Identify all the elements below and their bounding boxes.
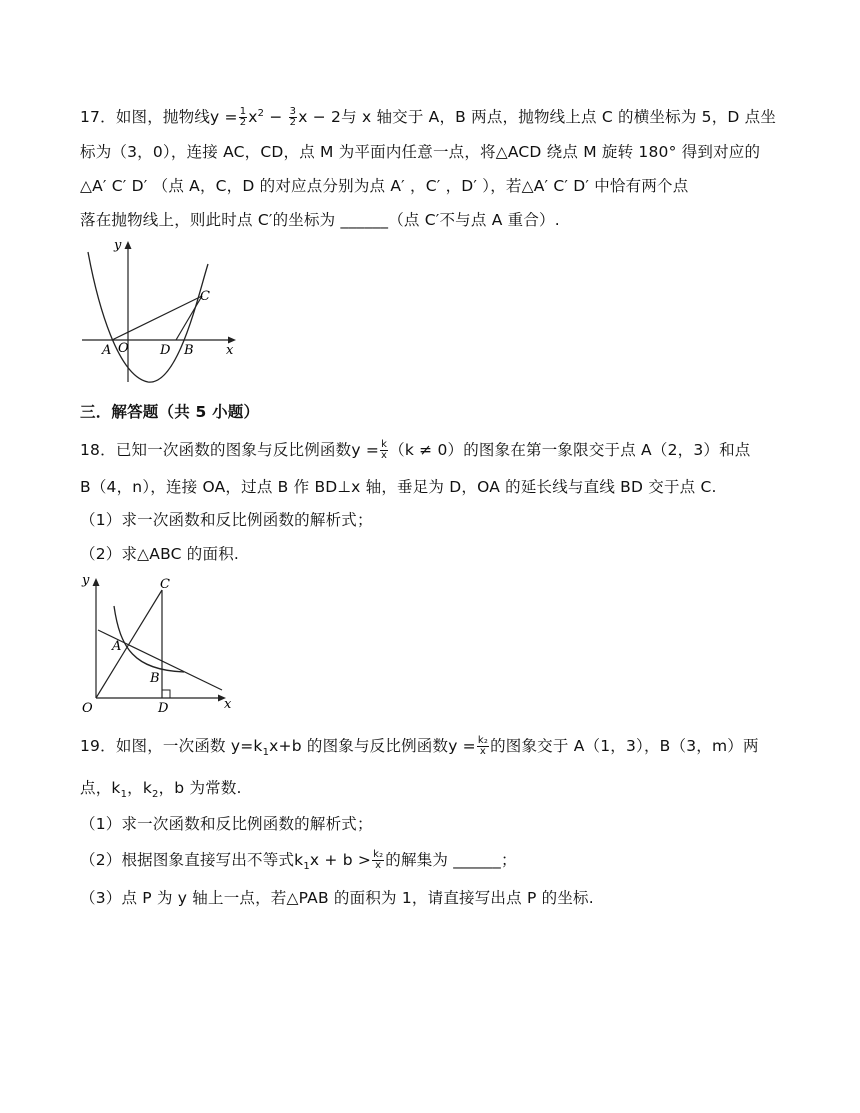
q19-answer-blank: ______ — [453, 851, 501, 869]
q17-line-2: 标为（3，0），连接 AC，CD，点 M 为平面内任意一点，将△ACD 绕点 M 旋转 180° 得到对应的 — [80, 143, 761, 161]
q18-label-o: O — [82, 701, 93, 716]
q17-answer-blank: ______ — [340, 211, 389, 229]
q17-text: 17．如图，抛物线 — [80, 108, 211, 127]
q17-eq-y: y = — [210, 108, 238, 127]
q17-frac-2: $\frac{3}{2}$ — [289, 106, 297, 129]
q17-label-c: C — [200, 289, 210, 304]
q17-label-y: y — [114, 238, 122, 253]
q18-label-y: y — [82, 573, 90, 588]
q18-label-c: C — [160, 577, 170, 592]
q18-label-b: B — [150, 671, 160, 686]
q18-right-angle-mark — [162, 690, 170, 698]
q17-label-b: B — [184, 343, 194, 358]
q19-part-1: （1）求一次函数和反比例函数的解析式； — [80, 815, 373, 833]
q18-line-1: 18．已知一次函数的图象与反比例函数y = $\frac{k}{x}$ （k ≠ 0）的图象在第一象限交于点 A（2，3）和点 — [80, 439, 751, 461]
section-heading: 三．解答题（共 5 小题） — [80, 403, 260, 421]
q17-label-x: x — [226, 343, 234, 358]
q18-label-d: D — [158, 701, 169, 716]
q17-label-o: O — [118, 341, 129, 356]
q17-line-3: △A′ C′ D′ （点 A，C，D 的对应点分别为点 A′ ，C′ ，D′ ），若△A′ C′ D′ 中恰有两个点 — [80, 177, 689, 195]
q19-line-1: 19．如图，一次函数 $y=k_1x+b$ 的图象与反比例函数y = $\frac{\text{k₂}}{x}$ 的图象交于 A（1，3），B（3，m）两 — [80, 735, 759, 759]
q17-axes — [82, 241, 236, 382]
q18-part-1: （1）求一次函数和反比例函数的解析式； — [80, 511, 373, 529]
q19-part-3: （3）点 P 为 y 轴上一点，若△PAB 的面积为 1，请直接写出点 P 的坐标. — [80, 889, 594, 907]
q18-label-a: A — [112, 639, 122, 654]
q19-line-2: 点，$k_1$，$k_2$，b 为常数. — [80, 779, 242, 801]
q19-ineq-frac: $\frac{\text{k₂}}{x}$ — [373, 849, 384, 871]
q18-figure — [76, 572, 236, 720]
q17-line-1: 17．如图，抛物线y = $\frac{1}{2}$ $x^2$ − $\frac{3}{2}$ x − 2与 x 轴交于 A，B 两点，抛物线上点 C 的横坐标为 5，D 点坐 — [80, 106, 777, 129]
q17-figure — [76, 236, 246, 386]
q19-frac: $\frac{\text{k₂}}{x}$ — [477, 735, 489, 757]
q17-frac-1: $\frac{1}{2}$ — [239, 106, 247, 129]
q18-label-x: x — [224, 697, 232, 712]
q19-part-2: （2）根据图象直接写出不等式$k_1x + b$ > $\frac{\text{k₂}}{x}$ 的解集为 ______； — [80, 849, 517, 873]
q17-line-4: 落在抛物线上，则此时点 C′的坐标为 ______（点 C′不与点 A 重合）. — [80, 211, 560, 229]
q18-hyperbola — [114, 606, 184, 672]
q18-line-2: B（4，n），连接 OA，过点 B 作 BD⊥x 轴，垂足为 D，OA 的延长线与直线 BD 交于点 C. — [80, 478, 717, 496]
q17-label-d: D — [160, 343, 171, 358]
q17-label-a: A — [102, 343, 112, 358]
q18-part-2: （2）求△ABC 的面积. — [80, 545, 240, 563]
q18-frac: $\frac{k}{x}$ — [381, 439, 388, 461]
